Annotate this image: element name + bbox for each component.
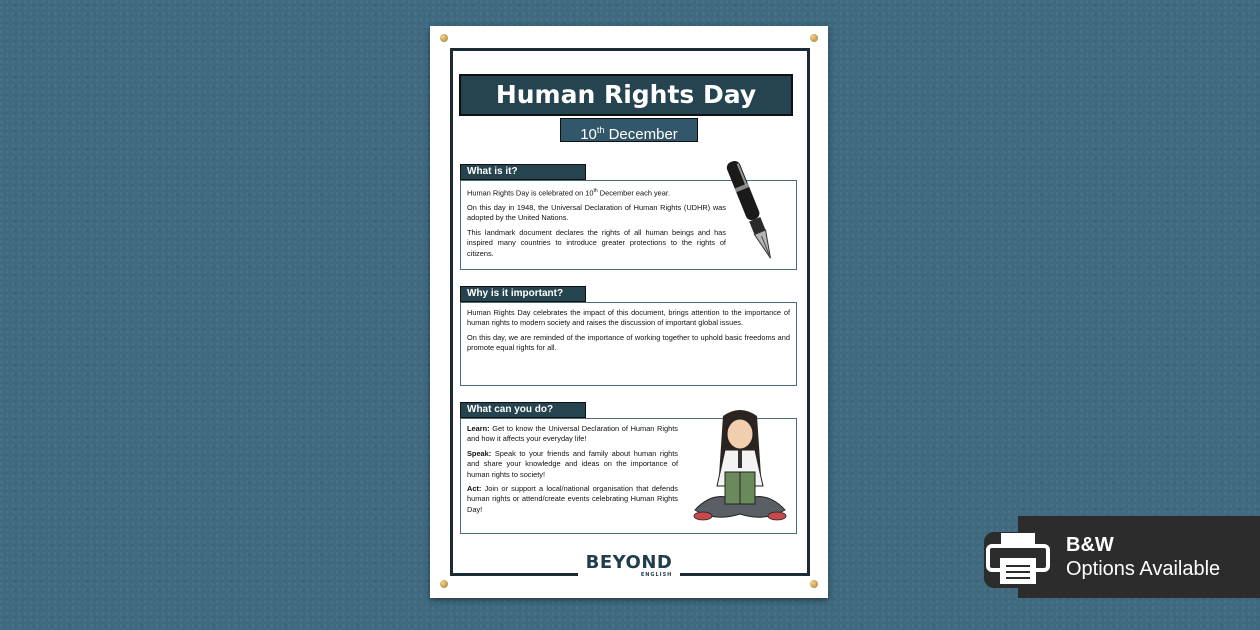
paragraph: On this day in 1948, the Universal Declaration of Human Rights (UDHR) was adopted by the United Nations. xyxy=(467,202,726,223)
bw-title: B&W xyxy=(1066,534,1114,556)
girl-reading-illustration xyxy=(685,406,795,530)
bw-subtitle: Options Available xyxy=(1066,558,1221,580)
paragraph: This landmark document declares the rights of all human beings and has inspired many countries to introduce greater protections to the rights of citizens. xyxy=(467,227,726,258)
beyond-english-logo: BEYOND ENGLISH xyxy=(430,554,828,581)
list-item: Speak: Speak to your friends and family about human rights and share your knowledge and ideas on the importance of human rights to society! xyxy=(467,448,678,479)
poster xyxy=(430,26,828,598)
paragraph: Human Rights Day celebrates the impact of this document, brings attention to the importance of human rights to modern society and raises the discussion of important global issues. xyxy=(467,308,790,328)
section-heading-why: Why is it important? xyxy=(460,286,586,302)
printer-icon xyxy=(982,528,1054,590)
pin-icon xyxy=(440,580,448,588)
fountain-pen-icon xyxy=(726,154,776,266)
poster-date: 10th December xyxy=(560,118,698,142)
bw-options-banner xyxy=(1018,516,1260,598)
section-box-why xyxy=(460,302,797,386)
section-heading-what-can-you-do: What can you do? xyxy=(460,402,586,418)
paragraph: Human Rights Day is celebrated on 10th December each year. xyxy=(467,188,671,198)
pin-icon xyxy=(440,34,448,42)
pin-icon xyxy=(810,580,818,588)
paragraph: On this day, we are reminded of the importance of working together to uphold basic freedoms and promote equal rights for all. xyxy=(467,332,790,353)
list-item: Learn: Get to know the Universal Declaration of Human Rights and how it affects your everyday life! xyxy=(467,424,678,444)
section-heading-what: What is it? xyxy=(460,164,586,180)
poster-title: Human Rights Day xyxy=(459,74,793,116)
pin-icon xyxy=(810,34,818,42)
list-item: Act: Join or support a local/national organisation that defends human rights or attend/create events celebrating Human Rights Day! xyxy=(467,484,678,514)
